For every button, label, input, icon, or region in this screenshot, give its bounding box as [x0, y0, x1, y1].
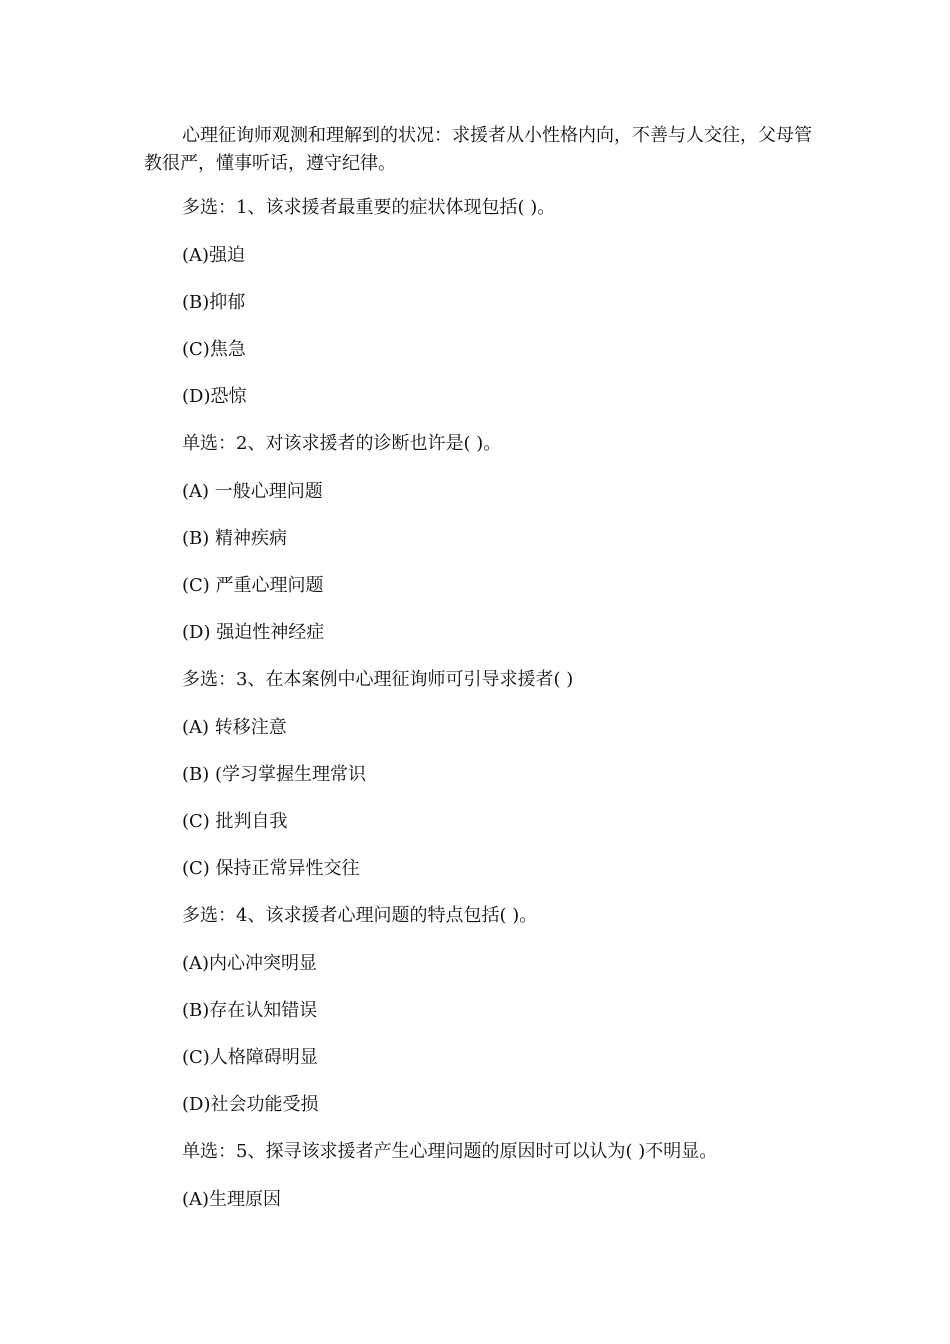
question-2: 单选：2、对该求援者的诊断也许是( )。 — [182, 433, 502, 454]
question-5-option-a: (A)生理原因 — [182, 1189, 282, 1210]
question-2-option-d: (D) 强迫性神经症 — [182, 622, 325, 643]
question-1: 多选：1、该求援者最重要的症状体现包括( )。 — [182, 197, 556, 218]
question-1-option-a: (A)强迫 — [182, 245, 246, 266]
question-4-option-c: (C)人格障碍明显 — [182, 1047, 318, 1068]
question-5: 单选：5、探寻该求援者产生心理问题的原因时可以认为( )不明显。 — [182, 1141, 718, 1162]
case-description: 心理征询师观测和理解到的状况：求援者从小性格内向，不善与人交往，父母管教很严，懂事听话，遵守纪律。 — [144, 125, 812, 174]
question-1-option-d: (D)恐惊 — [182, 386, 247, 407]
question-3-option-a: (A) 转移注意 — [182, 717, 287, 738]
question-2-option-c: (C) 严重心理问题 — [182, 575, 324, 596]
question-3: 多选：3、在本案例中心理征询师可引导求援者( ) — [182, 669, 574, 690]
question-1-option-c: (C)焦急 — [182, 339, 246, 360]
question-3-option-b: (B) (学习掌握生理常识 — [182, 764, 367, 785]
question-4: 多选：4、该求援者心理问题的特点包括( )。 — [182, 905, 538, 926]
question-2-option-a: (A) 一般心理问题 — [182, 481, 323, 502]
question-3-option-d: (C) 保持正常异性交往 — [182, 858, 360, 879]
question-1-option-b: (B)抑郁 — [182, 292, 246, 313]
question-2-option-b: (B) 精神疾病 — [182, 528, 287, 549]
question-4-option-d: (D)社会功能受损 — [182, 1094, 319, 1115]
question-4-option-a: (A)内心冲突明显 — [182, 953, 318, 974]
question-4-option-b: (B)存在认知错误 — [182, 1000, 318, 1021]
question-3-option-c: (C) 批判自我 — [182, 811, 288, 832]
